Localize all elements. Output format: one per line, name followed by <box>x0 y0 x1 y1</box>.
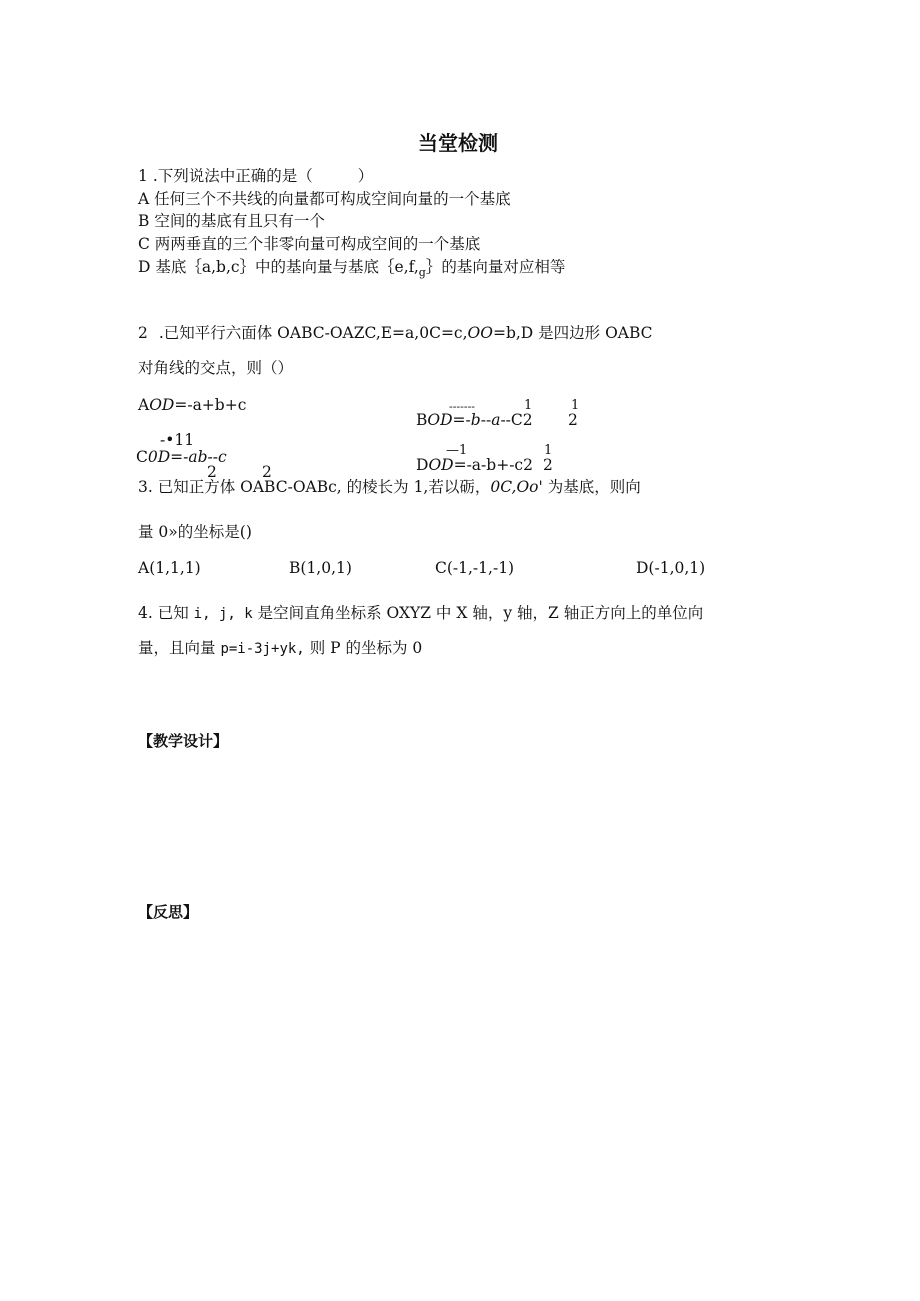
q2-a-label: A <box>138 396 150 414</box>
page-title: 当堂检测 <box>418 131 498 155</box>
q2-d-vector: OD <box>428 456 454 474</box>
q2-c-above: -•11 <box>160 431 195 449</box>
q1-stem-text: .下列说法中正确的是（ <box>152 167 313 185</box>
q2-b-eq: =- <box>452 411 471 429</box>
q3-option-d: D(-1,0,1) <box>636 559 706 577</box>
q2-line1 <box>138 323 653 343</box>
q2-d-sup: 1 <box>544 443 553 458</box>
q2-b-sup2: 1 <box>571 398 580 413</box>
q2-d-label: D <box>416 456 429 474</box>
q3-line1-b: 0C,Oo' <box>490 478 543 496</box>
q2-line2: 对角线的交点，则（） <box>138 359 294 377</box>
q4-line1 <box>138 603 703 624</box>
q2-a-vector: OD <box>149 396 175 414</box>
q3-line1-a: 3. 已知正方体 OABC-OABc, 的棱长为 1,若以砺， <box>138 478 491 496</box>
q2-option-a <box>138 395 246 415</box>
q3-option-a: A(1,1,1) <box>138 559 201 577</box>
q4-line2 <box>138 638 422 659</box>
q2-line1-text: .已知平行六面体 OABC-OAZC,E=a,0C=c, <box>158 324 468 342</box>
q1-option-d <box>138 257 565 283</box>
q4-line1-b: 是空间直角坐标系 OXYZ 中 X 轴，y 轴，Z 轴正方向上的单位向 <box>257 604 704 622</box>
q2-c-vector: 0D <box>147 448 171 466</box>
q4-line1-a: 4. 已知 <box>138 604 189 622</box>
q1-option-d-sub: g <box>418 266 426 280</box>
q1-number: 1 <box>138 167 148 185</box>
q3-line1-c: 为基底，则向 <box>542 478 641 496</box>
q2-option-b <box>416 410 533 430</box>
q2-c-sub1: 2 <box>207 463 217 481</box>
q3-option-c: C(-1,-1,-1) <box>435 559 515 577</box>
q2-b-a: a <box>491 411 501 429</box>
q2-b-label: B <box>416 411 428 429</box>
q4-line2-b: 则 P 的坐标为 0 <box>309 639 423 657</box>
q2-c-label: C <box>136 448 148 466</box>
q1-option-a: A 任何三个不共线的向量都可构成空间向量的一个基底 <box>138 190 511 208</box>
q1-paren-close: ） <box>357 167 374 185</box>
q4-line2-a: 量，且向量 <box>138 639 216 657</box>
q2-d-two: 2 <box>543 456 553 474</box>
q2-d-expr: =-a-b+-c2 <box>453 456 533 474</box>
q3-option-b: B(1,0,1) <box>289 559 352 577</box>
q2-line1-rest: =b,D 是四边形 OABC <box>492 324 653 342</box>
q4-line1-mono: i, j, k <box>193 606 253 622</box>
q2-b-b: b <box>470 411 481 429</box>
section-reflection: 【反思】 <box>138 903 199 921</box>
q1-option-b: B 空间的基底有且只有一个 <box>138 212 325 230</box>
q1-stem <box>138 166 373 186</box>
q2-b-dash: -- <box>480 411 492 429</box>
q2-b-overline: ------- <box>449 400 476 413</box>
q1-option-d-part1: D 基底｛a,b,c｝中的基向量与基底｛e,f, <box>138 258 419 276</box>
q2-option-d <box>416 455 533 475</box>
q2-number: 2 <box>138 324 148 342</box>
section-teaching-design: 【教学设计】 <box>138 732 229 750</box>
q1-option-c: C 两两垂直的三个非零向量可构成空间的一个基底 <box>138 235 481 253</box>
q2-b-two: 2 <box>568 411 578 429</box>
q2-b-expr: --C2 <box>500 411 533 429</box>
q2-c-sub2: 2 <box>262 463 272 481</box>
q4-line2-mono: p=i-3j+yk, <box>220 641 305 657</box>
q2-b-vector: OD <box>427 411 453 429</box>
q2-b-sup1: 1 <box>524 398 533 413</box>
q3-line2: 量 0»的坐标是() <box>138 523 252 541</box>
q3-line1 <box>138 477 641 497</box>
q2-c-expr: =-ab--c <box>170 448 227 466</box>
q2-a-expr: =-a+b+c <box>174 396 247 414</box>
q2-line1-oo: OO <box>467 324 493 342</box>
q1-option-d-part2: ｝的基向量对应相等 <box>425 258 566 276</box>
q2-d-overline: —1 <box>446 443 468 458</box>
